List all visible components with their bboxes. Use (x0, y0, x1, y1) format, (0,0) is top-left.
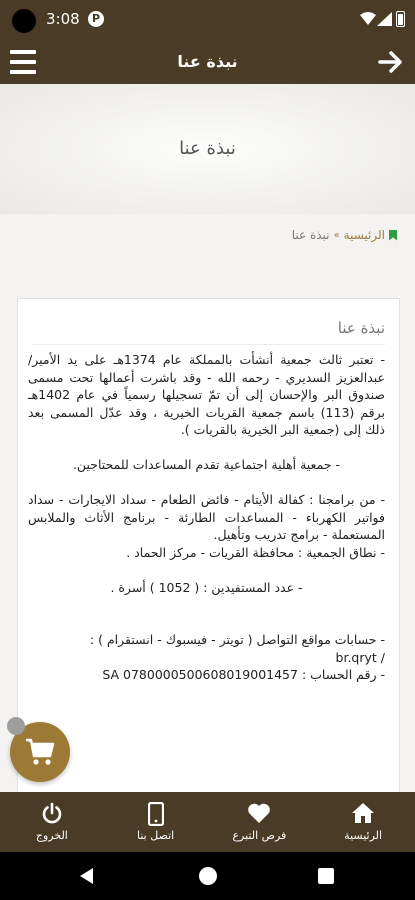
cart-icon (25, 738, 55, 766)
wifi-icon (360, 12, 376, 26)
breadcrumb-separator: » (333, 229, 340, 241)
hero-title: نبذة عنا (179, 138, 236, 159)
back-button[interactable] (378, 50, 404, 74)
bottom-nav (0, 792, 415, 852)
nav-contact-label: اتصل بنا (137, 829, 175, 842)
cart-handle[interactable] (7, 717, 25, 735)
bookmark-icon (389, 230, 397, 241)
social-handle[interactable]: br.qryt / (335, 649, 385, 665)
home-icon (351, 802, 375, 824)
paragraph-scope: - نطاق الجمعية : محافظة القريات - مركز الحماد . (126, 544, 385, 560)
paragraph-social: - حسابات مواقع التواصل ( تويتر - فيسبوك - انستقرام ) : (89, 632, 385, 647)
app-bar (0, 40, 415, 84)
signal-icon (377, 12, 392, 26)
nav-logout-label: الخروج (35, 829, 68, 842)
arrow-right-icon (378, 50, 404, 74)
hero-banner (0, 84, 415, 214)
breadcrumb (292, 228, 397, 242)
system-recents-icon[interactable] (318, 868, 334, 884)
card-divider (32, 344, 385, 345)
system-home-icon[interactable] (199, 867, 217, 885)
power-icon (41, 802, 63, 824)
breadcrumb-home-link[interactable]: الرئيسية (343, 228, 385, 242)
breadcrumb-current: نبذة عنا (291, 228, 330, 242)
status-bar (0, 0, 415, 40)
about-card (17, 298, 400, 808)
page-title: نبذة عنا (177, 52, 238, 71)
paragraph-beneficiaries: - عدد المستفيدين : ( 1052 ) أسرة . (110, 579, 303, 595)
nav-contact[interactable] (104, 792, 208, 852)
nav-donate[interactable] (208, 792, 312, 852)
status-time: 3:08 (46, 10, 80, 28)
paragraph-programs: - من برامجنا : كفالة الأيتام - فائض الطعام - سداد الايجارات - سداد فواتير الكهرباء - المساعدات الطارئة - برنامج الأثاث والملابس المستعملة - برامج تدريب وتأهيل. (28, 492, 385, 542)
card-title: نبذة عنا (337, 319, 385, 337)
battery-icon (396, 11, 405, 27)
notification-icon: P (88, 11, 104, 27)
nav-donate-label: فرص التبرع (232, 829, 287, 842)
nav-home[interactable] (311, 792, 415, 852)
paragraph-account: - رقم الحساب : SA 0780000500608019001457 (102, 667, 385, 682)
paragraph-description: - جمعية أهلية اجتماعية تقدم المساعدات للمحتاجين. (72, 457, 341, 472)
about-text (28, 351, 385, 684)
nav-home-label: الرئيسية (344, 829, 383, 842)
paragraph-history: - تعتبر ثالث جمعية أنشأت بالمملكة عام 1374هـ على يد الأمير/عبدالعزيز السديري - رحمه الله - وقد باشرت أعمالها تحت مسمى صندوق البر والإحسان إلى أن تمّ تسجيلها رسمياً في عام 1402هـ برقم (113) باسم جمعية القريات الخيرية ، وقد عدّل المسمى بعد ذلك إلى (جمعية البر الخيرية بالقريات ). (28, 352, 385, 437)
nav-logout[interactable] (0, 792, 104, 852)
system-back-icon[interactable] (80, 868, 93, 884)
heart-icon (247, 802, 271, 824)
system-nav-bar (0, 852, 415, 900)
phone-icon (148, 802, 164, 826)
camera-cutout (12, 9, 36, 33)
